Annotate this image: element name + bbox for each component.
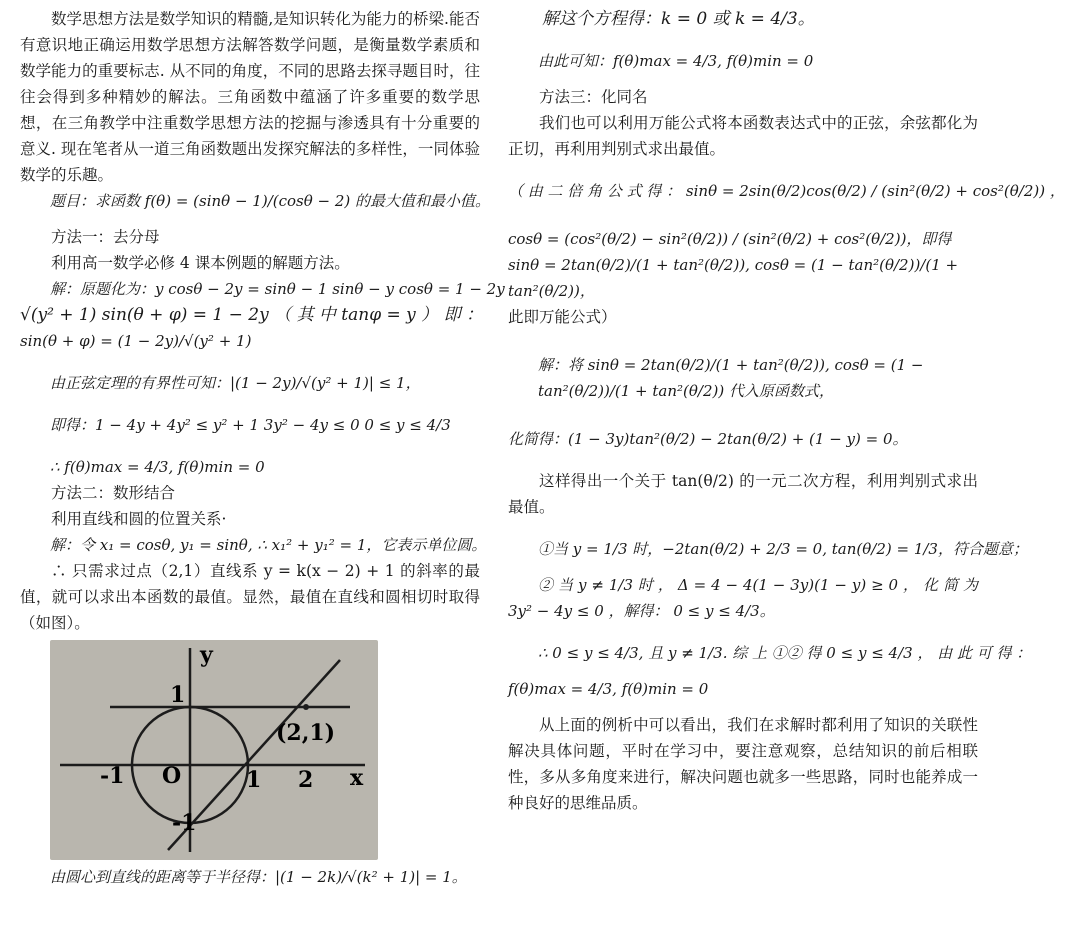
method-one-line-3: √(y² + 1) sin(θ + φ) = 1 − 2y （ 其 中 tanφ = y ） 即 ： — [20, 305, 483, 325]
method-two-line-1: 利用直线和圆的位置关系· — [51, 510, 227, 528]
method-three-line-5: 解：将 sinθ = 2tan(θ/2)/(1 + tan²(θ/2)), cosθ = (1 − tan²(θ/2))/(1 + tan²(θ/2)) 代入原函数式， — [538, 356, 924, 400]
method-two-title: 方法二：数形结合 — [51, 484, 176, 502]
origin-label: O — [162, 763, 182, 789]
y-tick-1: 1 — [170, 682, 186, 708]
method-three-line-2: （ 由 二 倍 角 公 式 得 ： sinθ = 2sin(θ/2)cos(θ/2) / (sin²(θ/2) + cos²(θ/2)) ， — [508, 182, 1065, 200]
method-three-title: 方法三：化同名 — [539, 88, 648, 106]
conclusion-paragraph: 从上面的例析中可以看出，我们在求解时都利用了知识的关联性解决具体问题，平时在学习中，要注意观察，总结知识的前后相联性，多从多角度来进行，解决问题也就多一些思路，同时也能养成一种良好的思维品质。 — [508, 716, 978, 812]
method-three-line-3: cosθ = (cos²(θ/2) − sin²(θ/2)) / (sin²(θ/2) + cos²(θ/2))，即得 sinθ = 2tan(θ/2)/(1 + tan²(θ/2)), cosθ = (1 − tan²(θ/2))/(1 + tan²(θ/2))， — [508, 230, 959, 300]
method-one-title: 方法一：去分母 — [51, 228, 160, 246]
right-column — [508, 6, 1065, 816]
x-tick-2: 2 — [298, 767, 314, 793]
y-tick-neg1: -1 — [172, 810, 197, 836]
method-three-line-1: 我们也可以利用万能公式将本函数表达式中的正弦，余弦都化为正切，再利用判别式求出最值。 — [508, 114, 978, 158]
method-three-case-1: ①当 y = 1/3 时，−2tan(θ/2) + 2/3 = 0, tan(θ/2) = 1/3，符合题意； — [538, 540, 1028, 558]
y-axis-label: y — [200, 642, 213, 668]
x-tick-neg1: -1 — [100, 763, 125, 789]
x-axis-label: x — [350, 765, 364, 791]
intro-paragraph: 数学思想方法是数学知识的精髓,是知识转化为能力的桥梁.能否有意识地正确运用数学思想方法解答数学问题，是衡量数学素质和数学能力的重要标志. 从不同的角度，不同的思路去探寻题目时，往往会得到多种精妙的解法。三角函数中蕴涵了许多重要的数学思想，在三角教学中注重数学思想方法的挖掘与渗透具有十分重要的意义. 现在笔者从一道三角函数题出发探究解法的多样性，一同体验数学的乐趣。 — [20, 10, 480, 184]
problem-statement: 题目：求函数 f(θ) = (sinθ − 1)/(cosθ − 2) 的最大值和最小值。 — [50, 192, 491, 210]
method-two-line-4: 由圆心到直线的距离等于半径得：|(1 − 2k)/√(k² + 1)| = 1。 — [50, 868, 467, 886]
method-three-line-7: 这样得出一个关于 tan(θ/2) 的一元二次方程，利用判别式求出最值。 — [508, 472, 978, 516]
method-one-line-2: 解：原题化为：y cosθ − 2y = sinθ − 1 sinθ − y cosθ = 1 − 2y — [50, 280, 505, 298]
unit-circle-figure — [50, 640, 378, 860]
x-tick-1: 1 — [246, 767, 262, 793]
method-one-result: ∴ f(θ)max = 4/3, f(θ)min = 0 — [50, 458, 265, 476]
method-one-line-4: sin(θ + φ) = (1 − 2y)/√(y² + 1) — [20, 332, 252, 350]
method-one-line-6: 即得：1 − 4y + 4y² ≤ y² + 1 3y² − 4y ≤ 0 0 ≤ y ≤ 4/3 — [50, 416, 451, 434]
method-two-line-3: ∴ 只需求过点（2,1）直线系 y = k(x − 2) + 1 的斜率的最值，就可以求出本函数的最值。显然，最值在直线和圆相切时取得（如图）。 — [20, 562, 480, 632]
method-one-line-1: 利用高一数学必修 4 课本例题的解题方法。 — [51, 254, 350, 272]
method-three-line-4: 此即万能公式） — [508, 308, 617, 326]
right-result-method-two: 由此可知：f(θ)max = 4/3, f(θ)min = 0 — [538, 52, 814, 70]
method-two-line-2: 解：令 x₁ = cosθ, y₁ = sinθ, ∴ x₁² + y₁² = 1，它表示单位圆。 — [50, 536, 487, 554]
point-2-1-label: (2,1) — [276, 720, 336, 746]
method-three-line-6: 化简得：(1 − 3y)tan²(θ/2) − 2tan(θ/2) + (1 − y) = 0。 — [508, 430, 908, 448]
method-three-result: f(θ)max = 4/3, f(θ)min = 0 — [508, 680, 709, 698]
point-2-1-marker — [303, 704, 309, 710]
right-solve-k: 解这个方程得：k = 0 或 k = 4/3。 — [542, 9, 815, 29]
method-one-line-5: 由正弦定理的有界性可知：|(1 − 2y)/√(y² + 1)| ≤ 1， — [50, 374, 421, 392]
left-column — [20, 6, 505, 890]
unit-circle-diagram — [50, 640, 378, 860]
method-three-case-2: ② 当 y ≠ 1/3 时 ， Δ = 4 − 4(1 − 3y)(1 − y) ≥ 0 ， 化 简 为 3y² − 4y ≤ 0 ，解得： 0 ≤ y ≤ 4/3。 — [508, 576, 978, 620]
method-three-combine: ∴ 0 ≤ y ≤ 4/3, 且 y ≠ 1/3. 综 上 ①② 得 0 ≤ y ≤ 4/3 ， 由 此 可 得 ： — [538, 644, 1032, 662]
